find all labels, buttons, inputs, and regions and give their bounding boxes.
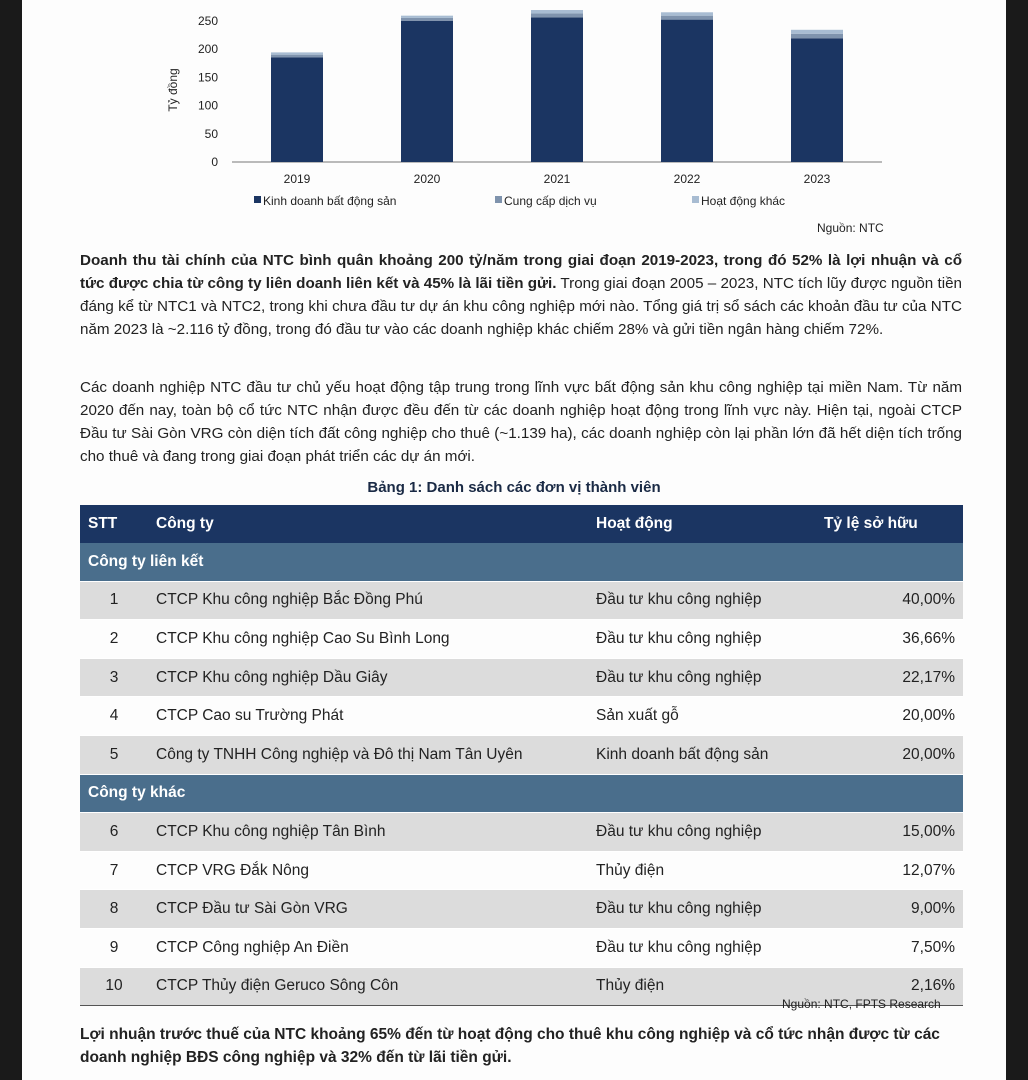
bar-segment-1 [531,17,583,162]
cell-ownership: 12,07% [814,851,963,890]
table-row [80,851,963,890]
paragraph-body: Trong giai đoạn 2005 – 2023, NTC tích lũy được nguồn tiền đáng kể từ NTC1 và NTC2, trong khi chưa đầu tư dự án khu công nghiệp mới nào. Tổng giá trị sổ sách các khoản đầu tư của NTC năm 2023 là ~2.116 tỷ đồng, trong đó đầu tư vào các doanh nghiệp khác chiếm 28% và gửi tiền ngân hàng chiếm 72%. [80,275,962,338]
table-row [80,928,963,967]
cell-activity: Đầu tư khu công nghiệp [588,581,814,620]
table-row [80,658,963,697]
cell-stt: 2 [80,620,148,659]
group-label: Công ty liên kết [80,543,963,581]
table-row [80,890,963,929]
header-company: Công ty [148,505,588,543]
cell-activity: Thủy điện [588,967,814,1006]
cell-company: CTCP Thủy điện Geruco Sông Côn [148,967,588,1006]
bar-segment-2 [401,18,453,21]
cell-stt: 4 [80,697,148,736]
table-row [80,813,963,852]
member-units-table [80,505,963,1006]
cell-ownership: 15,00% [814,813,963,852]
cell-ownership: 9,00% [814,890,963,929]
cell-ownership: 36,66% [814,620,963,659]
legend-swatch [254,196,261,203]
cell-ownership: 20,00% [814,735,963,774]
table-group-row [80,774,963,813]
cell-activity: Thủy điện [588,851,814,890]
cell-ownership: 40,00% [814,581,963,620]
bar-segment-1 [661,20,713,162]
legend-label: Kinh doanh bất động sản [263,194,397,208]
cell-company: Công ty TNHH Công nghiệp và Đô thị Nam Tân Uyên [148,735,588,774]
paragraph-financial-revenue [80,249,962,341]
cell-ownership: 22,17% [814,658,963,697]
table-source: Nguồn: NTC, FPTS Research [782,997,941,1011]
legend-swatch [692,196,699,203]
bar-segment-3 [401,16,453,18]
y-tick-label: 100 [197,98,218,113]
y-tick-label: 200 [197,42,218,56]
x-tick-label: 2020 [413,172,441,186]
paragraph-bold-lead: Doanh thu tài chính của NTC bình quân khoảng 200 tỷ/năm trong giai đoạn 2019-2023, trong đó 52% là lợi nhuận và cổ tức được chia từ công ty liên doanh liên kết và 45% là lãi tiền gửi. [80,252,962,292]
y-axis-label: Tỷ đồng [166,68,180,112]
cell-company: CTCP Khu công nghiệp Dầu Giây [148,658,588,697]
legend-swatch [495,196,502,203]
cell-stt: 5 [80,735,148,774]
x-tick-label: 2023 [803,172,831,186]
table-row [80,697,963,736]
cell-stt: 6 [80,813,148,852]
bar-segment-1 [791,38,843,162]
cell-ownership: 20,00% [814,697,963,736]
cell-company: CTCP VRG Đắk Nông [148,851,588,890]
table-header-row [80,505,963,543]
cell-activity: Kinh doanh bất động sản [588,735,814,774]
cell-ownership: 2,16% [814,967,963,1006]
table-row [80,581,963,620]
document-page [22,0,1006,1080]
bar-segment-2 [661,16,713,20]
table-row [80,620,963,659]
x-tick-label: 2019 [283,172,311,186]
cell-stt: 8 [80,890,148,929]
cell-stt: 3 [80,658,148,697]
header-ownership: Tỷ lệ sở hữu [814,505,963,543]
cell-activity: Đầu tư khu công nghiệp [588,658,814,697]
paragraph-profit: Lợi nhuận trước thuế của NTC khoảng 65% đến từ hoạt động cho thuê khu công nghiệp và cổ tức nhận được từ các doanh nghiệp BĐS công nghiệp và 32% đến từ lãi tiền gửi. [80,1026,940,1066]
cell-activity: Đầu tư khu công nghiệp [588,890,814,929]
cell-activity: Sản xuất gỗ [588,697,814,736]
bar-segment-3 [271,52,323,54]
bar-segment-3 [791,30,843,34]
bar-segment-3 [661,12,713,15]
y-tick-label: 50 [204,126,218,141]
table-group-row [80,543,963,581]
cell-stt: 9 [80,928,148,967]
bar-segment-2 [531,13,583,17]
bar-segment-2 [271,55,323,58]
y-tick-label: 150 [197,70,218,85]
cell-stt: 10 [80,967,148,1006]
cell-company: CTCP Đầu tư Sài Gòn VRG [148,890,588,929]
cell-company: CTCP Khu công nghiệp Cao Su Bình Long [148,620,588,659]
cell-ownership: 7,50% [814,928,963,967]
cell-company: CTCP Khu công nghiệp Tân Bình [148,813,588,852]
revenue-stacked-bar-chart [22,0,1006,240]
paragraph-investments: Các doanh nghiệp NTC đầu tư chủ yếu hoạt động tập trung trong lĩnh vực bất động sản khu công nghiệp tại miền Nam. Từ năm 2020 đến nay, toàn bộ cổ tức NTC nhận được đều đến từ các doanh nghiệp hoạt động trong lĩnh vực này. Hiện tại, ngoài CTCP Đầu tư Sài Gòn VRG còn diện tích đất công nghiệp cho thuê (~1.139 ha), các doanh nghiệp còn lại phần lớn đã hết diện tích trống cho thuê và đang trong giai đoạn phát triển các dự án mới. [80,379,962,465]
y-tick-label: 0 [211,155,218,169]
cell-activity: Đầu tư khu công nghiệp [588,813,814,852]
x-tick-label: 2022 [673,172,701,186]
bar-segment-1 [271,57,323,162]
cell-activity: Đầu tư khu công nghiệp [588,928,814,967]
bar-segment-2 [791,34,843,39]
legend-label: Hoạt động khác [701,194,786,208]
table-row [80,735,963,774]
chart-source: Nguồn: NTC [817,221,884,235]
table-title: Bảng 1: Danh sách các đơn vị thành viên [367,479,661,496]
bar-segment-3 [531,10,583,13]
x-tick-label: 2021 [543,172,571,186]
cell-company: CTCP Khu công nghiệp Bắc Đồng Phú [148,581,588,620]
cell-company: CTCP Công nghiệp An Điền [148,928,588,967]
cell-stt: 7 [80,851,148,890]
cell-company: CTCP Cao su Trường Phát [148,697,588,736]
header-stt: STT [80,505,148,543]
header-activity: Hoạt động [588,505,814,543]
table-body [80,543,963,1006]
y-tick-label: 250 [197,13,218,28]
legend-label: Cung cấp dịch vụ [504,194,597,208]
group-label: Công ty khác [80,774,963,813]
bar-segment-1 [401,21,453,162]
cell-stt: 1 [80,581,148,620]
cell-activity: Đầu tư khu công nghiệp [588,620,814,659]
